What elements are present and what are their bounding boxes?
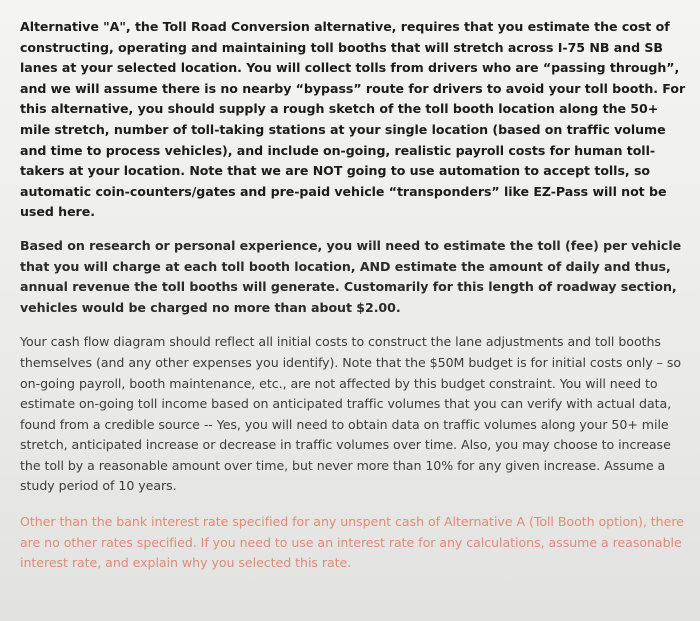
paragraph-interest-rate: Other than the bank interest rate specified for any unspent cash of Alternative A (Toll Booth option), there are no other rates specified. If you need to use an interest rate for any calculations, assume a reasonable interest rate, and explain why you selected this rate. [20,514,684,571]
paragraph-toll-road-alternative: Alternative "A", the Toll Road Conversion alternative, requires that you estimate the cost of constructing, operating and maintaining toll booths that will stretch across I-75 NB and SB lanes at your selected location. You will collect tolls from drivers who are “passing through”, and we will assume there is no nearby “bypass” route for drivers to avoid your toll booth. For this alternative, you should supply a rough sketch of the toll booth location along the 50+ mile stretch, number of toll-taking stations at your single location (based on traffic volume and time to process vehicles), and include on-going, realistic payroll costs for human toll-takers at your location. Note that we are NOT going to use automation to accept tolls, so automatic coin-counters/gates and pre-paid vehicle “transponders” like EZ-Pass will not be used here. [20,19,686,220]
paragraph-toll-estimate: Based on research or personal experience, you will need to estimate the toll (fee) per vehicle that you will charge at each toll booth location, AND estimate the amount of daily and thus, annual revenue the toll booths will generate. Customarily for this length of roadway section, vehicles would be charged no more than about $2.00. [20,237,682,315]
paragraph-cash-flow-diagram: Your cash flow diagram should reflect all initial costs to construct the lane adjustments and toll booths themselves (and any other expenses you identify). Note that the $50M budget is for initial costs only – so on-going payroll, booth maintenance, etc., are not affected by this budget constraint. You will need to estimate on-going toll income based on anticipated traffic volumes that you can verify with actual data, found from a credible source -- Yes, you will need to obtain data on traffic volumes along your 50+ mile stretch, anticipated increase or decrease in traffic volumes over time. Also, you may choose to increase the toll by a reasonable amount over time, but never more than 10% for any given increase. Assume a study period of 10 years. [20,334,682,494]
